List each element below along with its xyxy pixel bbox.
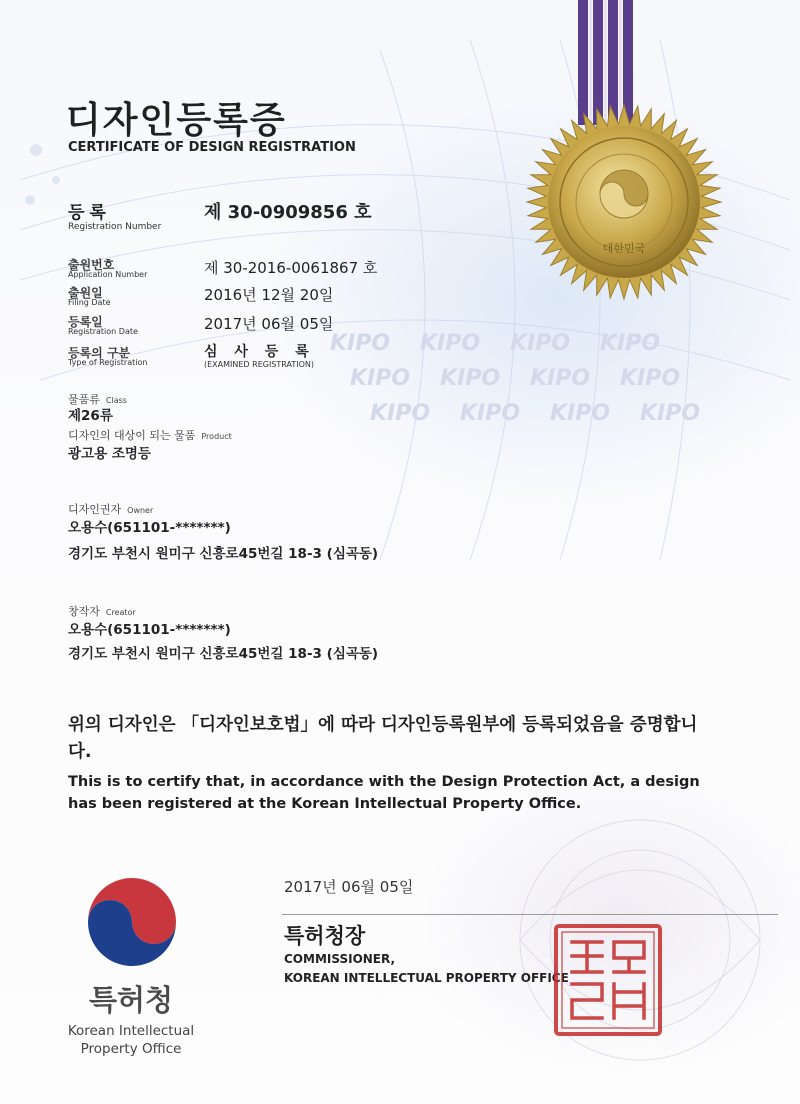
product-label-row [68,424,232,443]
registration-date-label: 등록일 [68,315,103,329]
filing-date: 2016년 12월 20일 [204,286,334,304]
filing-date-label-en: Filing Date [68,298,111,307]
registration-label: 등록 [68,203,111,223]
application-number-label: 출원번호 [68,258,115,272]
filing-date-label: 출원일 [68,286,103,300]
document-title: 디자인등록증 [66,100,287,141]
certification-text-ko: 위의 디자인은 「디자인보호법」에 따라 디자인등록원부에 등록되었음을 증명합니다. [68,715,698,762]
document-title-en: CERTIFICATE OF DESIGN REGISTRATION [68,140,356,155]
emblem-text: 대한민국 [602,242,646,255]
application-number-label-en: Application Number [68,270,148,279]
office-name-en-line1: Korean Intellectual [67,1023,195,1039]
creator-address: 경기도 부천시 원미구 신흥로45번길 18-3 (심곡동) [68,646,379,662]
svg-text:KIPO: KIPO [350,366,411,391]
owner-label-row [68,498,153,517]
issue-date: 2017년 06월 05일 [284,878,414,896]
creator-name: 오용수(651101-*******) [68,622,231,638]
svg-text:KIPO: KIPO [370,401,431,426]
registration-number: 제 30-0909856 호 [204,202,372,223]
svg-text:KIPO: KIPO [460,401,521,426]
owner-label: 디자인권자 [68,503,122,516]
class-label: 물품류 [68,393,100,406]
registration-type-label: 등록의 구분 [68,346,131,360]
official-seal-stamp [552,922,664,1038]
svg-text:KIPO: KIPO [600,331,661,356]
registration-date: 2017년 06월 05일 [204,315,334,333]
svg-text:KIPO: KIPO [620,366,681,391]
creator-label-en: Creator [105,608,136,617]
office-name-ko: 특허청 [88,983,174,1017]
owner-address: 경기도 부천시 원미구 신흥로45번길 18-3 (심곡동) [68,546,379,562]
kipo-logo-icon [82,872,182,972]
svg-text:KIPO: KIPO [510,331,571,356]
svg-text:KIPO: KIPO [550,401,611,426]
owner-label-en: Owner [127,506,154,515]
creator-label-row [68,600,136,619]
registration-label-en: Registration Number [68,222,162,232]
svg-text:KIPO: KIPO [640,401,701,426]
product-label-en: Product [201,432,232,441]
registration-type-en: (EXAMINED REGISTRATION) [204,360,315,369]
product-value: 광고용 조명등 [68,446,151,462]
gold-emblem-seal [512,102,736,302]
registration-type-label-en: Type of Registration [68,358,148,367]
class-value: 제26류 [68,408,113,424]
class-label-en: Class [105,396,127,405]
svg-text:KIPO: KIPO [420,331,481,356]
registration-date-label-en: Registration Date [68,327,138,336]
office-name-en [58,1022,204,1058]
commissioner-title-en [284,950,569,988]
svg-text:KIPO: KIPO [330,331,391,356]
commissioner-title-ko: 특허청장 [284,924,366,948]
application-number: 제 30-2016-0061867 호 [204,259,378,277]
creator-label: 창작자 [68,605,100,618]
svg-text:KIPO: KIPO [530,366,591,391]
certification-text-en: This is to certify that, in accordance with the Design Protection Act, a design has been registered at the Korean Intellectual Property Office. [68,774,700,812]
commissioner-title-en-line2: KOREAN INTELLECTUAL PROPERTY OFFICE [284,971,569,985]
commissioner-title-en-line1: COMMISSIONER, [284,952,396,966]
svg-text:KIPO: KIPO [440,366,501,391]
owner-name: 오용수(651101-*******) [68,520,231,536]
product-label: 디자인의 대상이 되는 물품 [68,429,196,442]
signature-divider [282,914,778,915]
office-name-en-line2: Property Office [80,1041,182,1057]
registration-type: 심 사 등 록 [204,344,315,360]
